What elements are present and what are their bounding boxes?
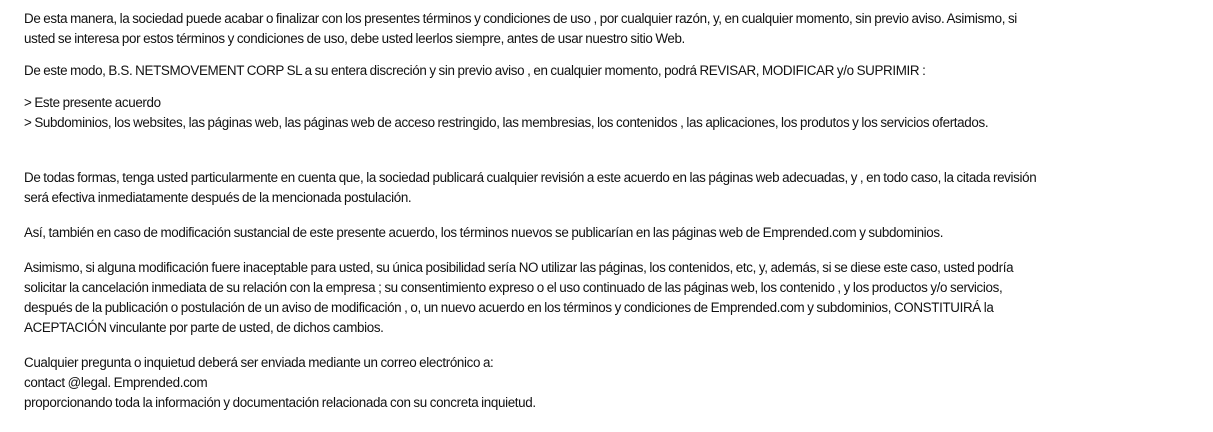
paragraph-spacer [24,208,1194,223]
paragraph-substantial-change [24,223,1194,243]
paragraph-line: De esta manera, la sociedad puede acabar o finalizar con los presentes términos y condiciones de uso , por cualquier razón, y, en cualquier momento, sin previo aviso. Asimismo, si [24,11,1017,26]
list-item: > Subdominios, los websites, las páginas web, las páginas web de acceso restringido, las membresias, los contenidos , las aplicaciones, los produtos y los servicios ofertados. [24,115,989,130]
paragraph-spacer [24,81,1194,93]
paragraph-line: solicitar la cancelación inmediata de su relación con la empresa ; su consentimiento expreso o el uso continuado de las páginas web, los contenido , y los productos y/o servicios, [24,280,1003,295]
paragraph-acceptance [24,258,1194,338]
paragraph-line: ACEPTACIÓN vinculante por parte de usted, de dichos cambios. [24,320,384,335]
terms-document [24,9,1194,413]
paragraph-publication [24,168,1194,208]
paragraph-line: De todas formas, tenga usted particularmente en cuenta que, la sociedad publicará cualquier revisión a este acuerdo en las páginas web adecuadas, y , en todo caso, la citada revisión [24,170,1037,185]
paragraph-revision-rights [24,61,1194,81]
paragraph-spacer [24,243,1194,258]
paragraph-line: usted se interesa por estos términos y condiciones de uso, debe usted leerlos siempre, antes de usar nuestro sitio Web. [24,31,685,46]
paragraph-line: Cualquier pregunta o inquietud deberá ser enviada mediante un correo electrónico a: [24,355,494,370]
paragraph-line: Asimismo, si alguna modificación fuere inaceptable para usted, su única posibilidad sería NO utilizar las páginas, los contenidos, etc, y, además, si se diese este caso, usted podría [24,260,1014,275]
paragraph-contact [24,353,1194,413]
paragraph-spacer [24,49,1194,61]
paragraph-spacer [24,338,1194,353]
paragraph-line: proporcionando toda la información y documentación relacionada con su concreta inquietud. [24,395,536,410]
paragraph-line: Así, también en caso de modificación sustancial de este presente acuerdo, los términos nuevos se publicarían en las páginas web de Emprended.com y subdominios. [24,225,944,240]
contact-email: contact @legal. Emprended.com [24,375,208,390]
paragraph-scope-list [24,93,1194,133]
list-item: > Este presente acuerdo [24,95,161,110]
paragraph-termination [24,9,1194,49]
paragraph-line: después de la publicación o postulación de un aviso de modificación , o, un nuevo acuerdo en los términos y condiciones de Emprended.com y subdominios, CONSTITUIRÁ la [24,300,994,315]
paragraph-spacer [24,133,1194,168]
paragraph-line: será efectiva inmediatamente después de la mencionada postulación. [24,190,412,205]
paragraph-line: De este modo, B.S. NETSMOVEMENT CORP SL a su entera discreción y sin previo aviso , en cualquier momento, podrá REVISAR, MODIFICAR y/o SUPRIMIR : [24,63,926,78]
